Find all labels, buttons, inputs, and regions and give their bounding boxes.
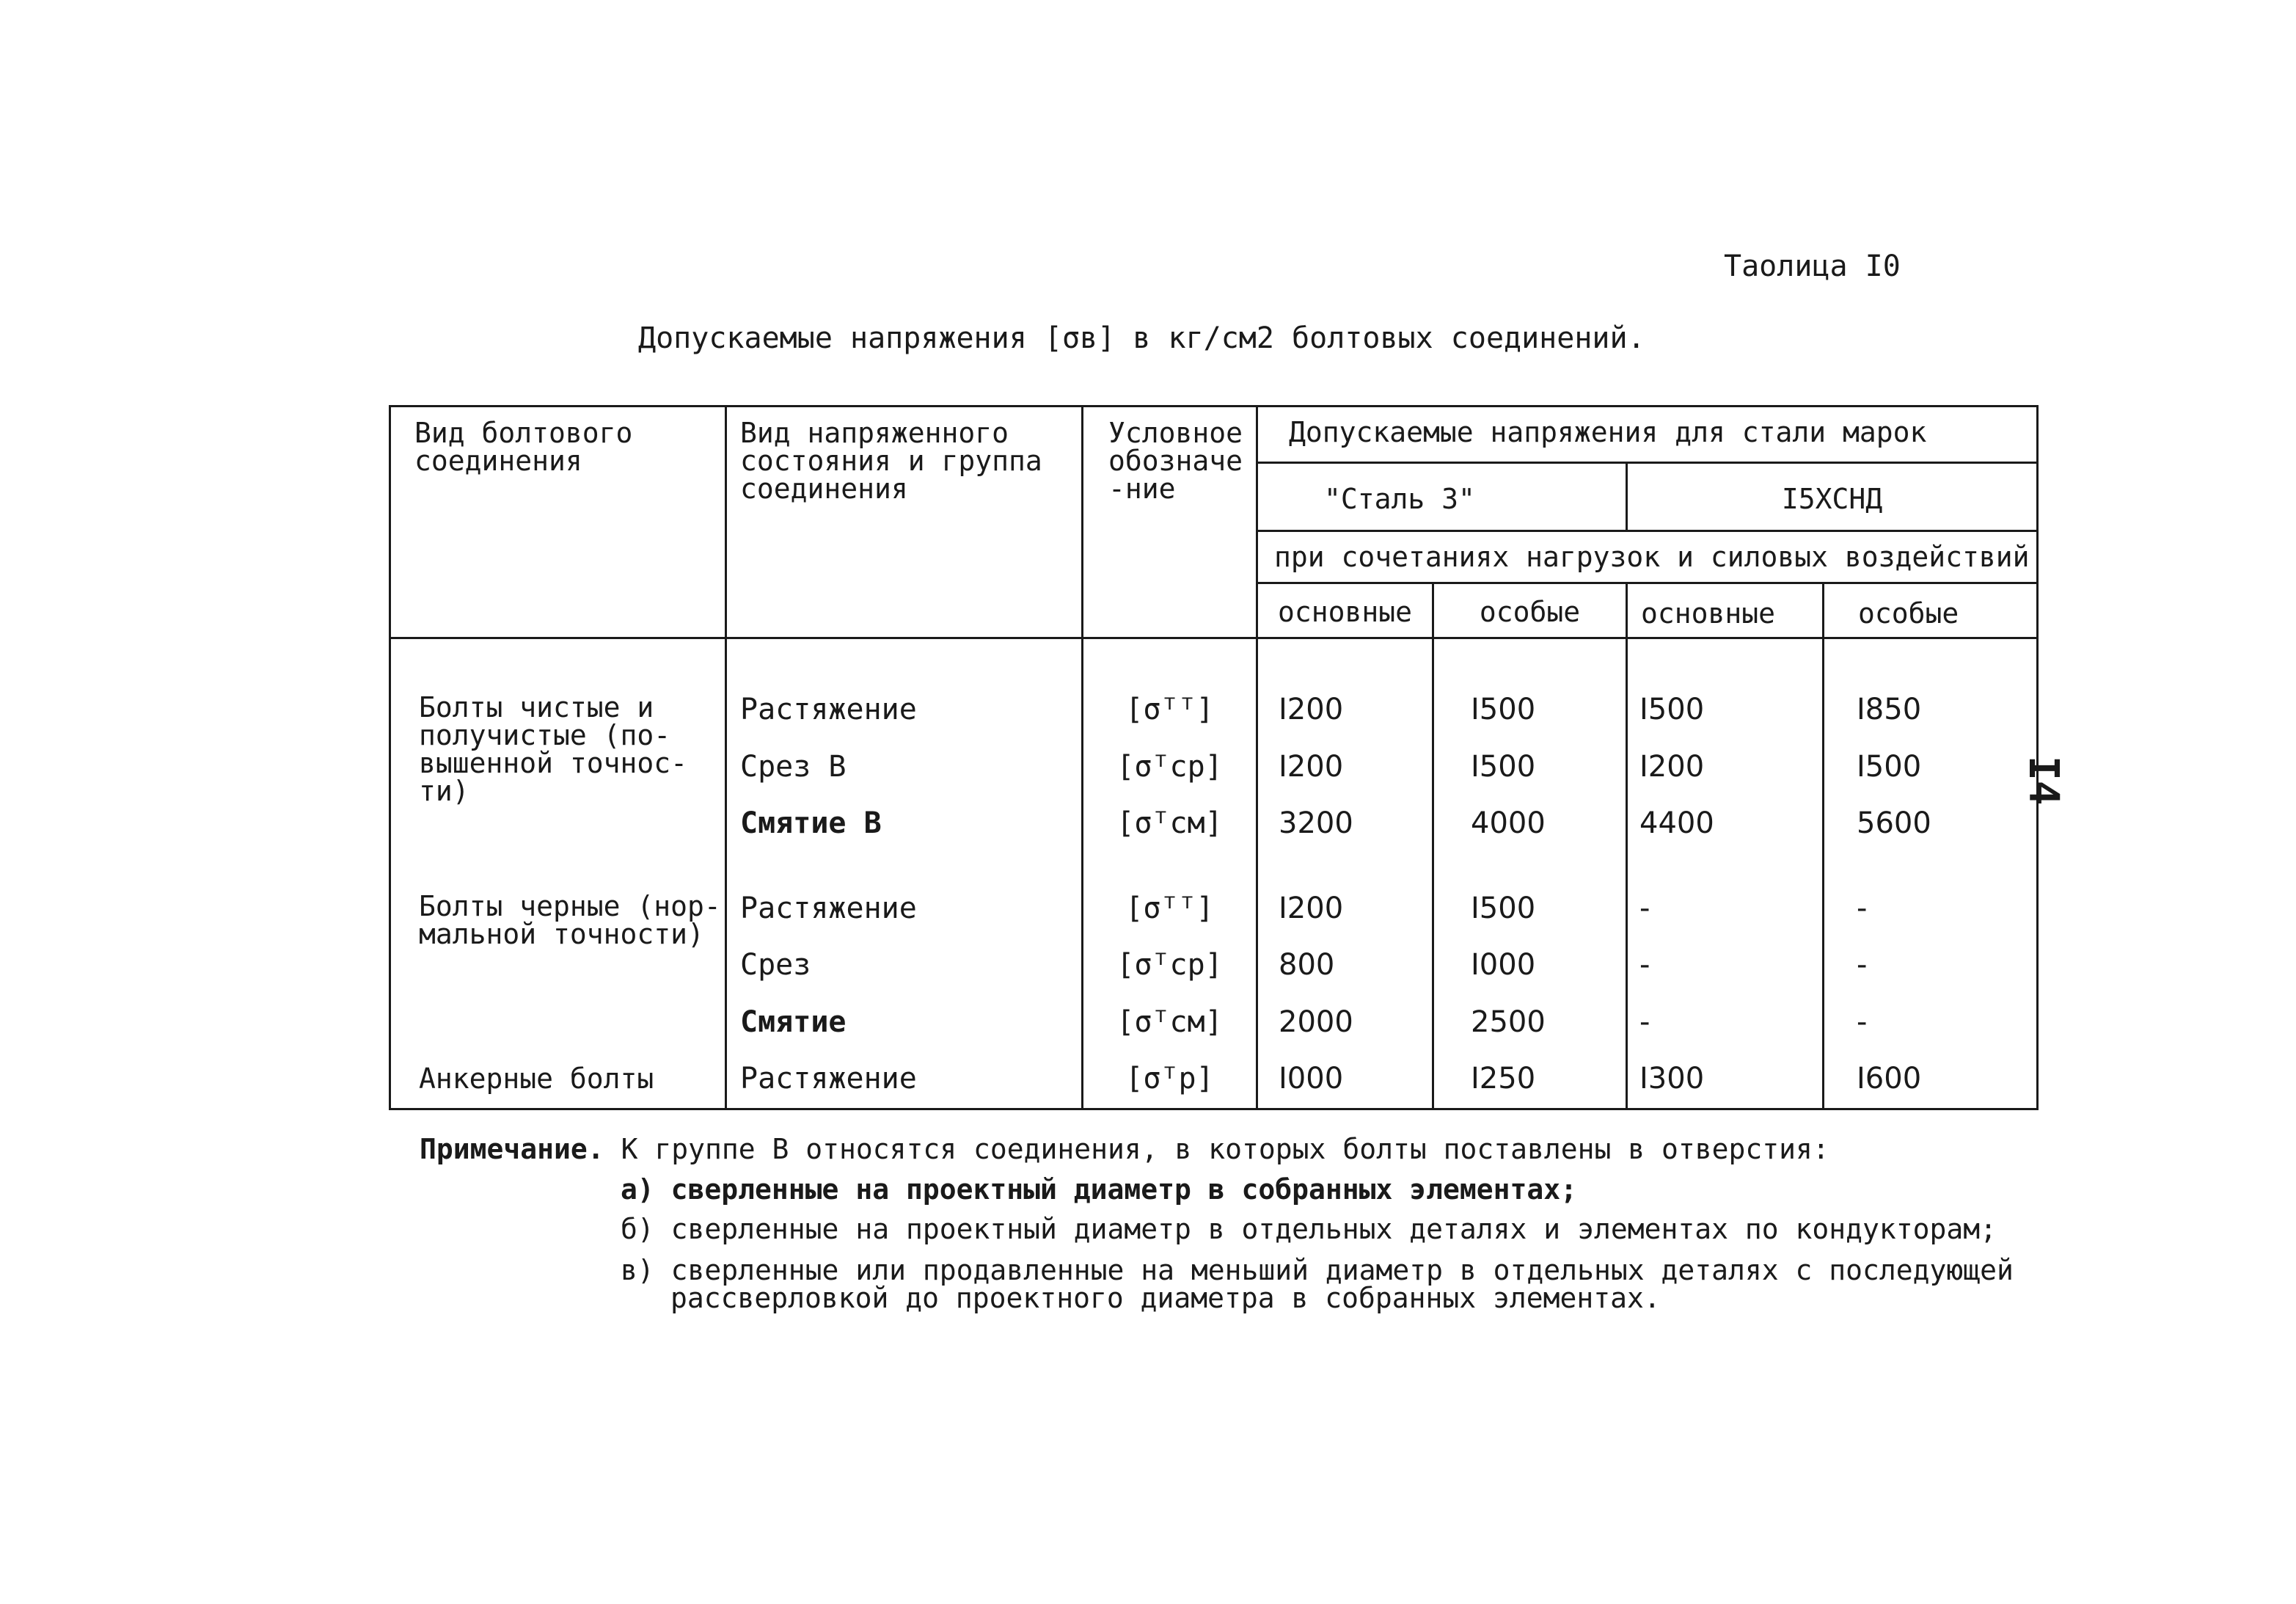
- header-special-15hsnd: особые: [1824, 583, 2038, 638]
- note-text: К группе В относятся соединения, в которых болты поставлены в отверстия:: [621, 1133, 1829, 1165]
- header-basic-steel3: основные: [1257, 583, 1433, 638]
- value-cell: 5600: [1857, 806, 1931, 841]
- value-cell: 4000: [1471, 806, 1546, 841]
- value-cell: 4400: [1639, 806, 1714, 841]
- state-label: Смятие: [740, 1005, 847, 1039]
- table-row: [390, 881, 2038, 938]
- value-cell: 800: [1279, 948, 1335, 983]
- value-cell: -: [1857, 1005, 1868, 1039]
- note-item-b: б) сверленные на проектный диаметр в отдельных деталях и элементах по кондукторам;: [621, 1213, 1997, 1245]
- header-special-steel3: особые: [1433, 583, 1627, 638]
- table-row: [390, 682, 2038, 739]
- page-number: I4: [2019, 756, 2067, 806]
- value-cell: -: [1639, 891, 1650, 925]
- header-stress-state: Вид напряженного состояния и группа соединения: [726, 407, 1083, 638]
- note-label: Примечание.: [420, 1133, 604, 1165]
- value-cell: I000: [1279, 1062, 1344, 1096]
- value-cell: I500: [1471, 693, 1536, 726]
- note-item-v-cont: рассверловкой до проектного диаметра в собранных элементах.: [670, 1282, 1661, 1314]
- allowable-stress-table: [389, 405, 2039, 1110]
- state-label: Смятие В: [740, 806, 882, 841]
- group-clean-bolts: Болты чистые и получистые (по-вышенной точнос-ти): [390, 682, 726, 853]
- symbol: [σᵀᵀ]: [1125, 891, 1214, 925]
- value-cell: I600: [1857, 1062, 1922, 1096]
- value-cell: I000: [1471, 948, 1536, 983]
- value-cell: I500: [1471, 749, 1536, 784]
- value-cell: 3200: [1279, 806, 1353, 841]
- value-cell: I500: [1471, 891, 1536, 925]
- value-cell: I250: [1471, 1062, 1536, 1096]
- group-black-bolts: Болты черные (нор-мальной точности): [390, 881, 726, 1051]
- state-label: Растяжение: [740, 891, 917, 925]
- header-steel-3: "Сталь 3": [1257, 463, 1627, 531]
- symbol: [σᵀср]: [1116, 749, 1223, 784]
- value-cell: I200: [1279, 749, 1344, 784]
- value-cell: -: [1857, 891, 1868, 925]
- header-load-combinations: при сочетаниях нагрузок и силовых воздействий: [1257, 531, 2038, 583]
- value-cell: -: [1639, 1005, 1650, 1039]
- value-cell: 2000: [1279, 1005, 1353, 1039]
- value-cell: I200: [1279, 693, 1344, 726]
- header-steel-15hsnd: I5ХСНД: [1627, 463, 2038, 531]
- symbol: [σᵀср]: [1116, 948, 1223, 983]
- value-cell: -: [1639, 948, 1650, 983]
- header-symbol: Условное обозначе-ние: [1083, 407, 1257, 638]
- symbol: [σᵀсм]: [1116, 1005, 1223, 1039]
- value-cell: I200: [1279, 891, 1344, 925]
- table-caption: Допускаемые напряжения [σв] в кг/см2 болтовых соединений.: [638, 321, 1645, 355]
- value-cell: -: [1857, 948, 1868, 983]
- note: [420, 1130, 1829, 1168]
- value-cell: I300: [1639, 1062, 1705, 1096]
- state-label: Растяжение: [740, 1062, 917, 1096]
- header-bolt-type: Вид болтового соединения: [390, 407, 726, 638]
- table-row: [390, 1051, 2038, 1109]
- state-label: Срез В: [740, 749, 847, 784]
- symbol: [σᵀр]: [1125, 1062, 1214, 1096]
- group-anchor-bolts: Анкерные болты: [390, 1051, 726, 1109]
- value-cell: I500: [1639, 693, 1705, 726]
- symbol: [σᵀᵀ]: [1125, 693, 1214, 726]
- symbol: [σᵀсм]: [1116, 806, 1223, 841]
- header-basic-15hsnd: основные: [1627, 583, 1824, 638]
- note-item-a: а) сверленные на проектный диаметр в собранных элементах;: [621, 1173, 1578, 1206]
- value-cell: I200: [1639, 749, 1705, 784]
- note-item-v: в) сверленные или продавленные на меньший диаметр в отдельных деталях с последующей: [621, 1254, 2014, 1286]
- state-label: Срез: [740, 948, 811, 983]
- value-cell: 2500: [1471, 1005, 1546, 1039]
- table-number: Таолица I0: [1724, 249, 1901, 283]
- value-cell: I850: [1857, 693, 1922, 726]
- header-allowable-stress: Допускаемые напряжения для стали марок: [1257, 407, 2038, 463]
- value-cell: I500: [1857, 749, 1922, 784]
- state-label: Растяжение: [740, 693, 917, 726]
